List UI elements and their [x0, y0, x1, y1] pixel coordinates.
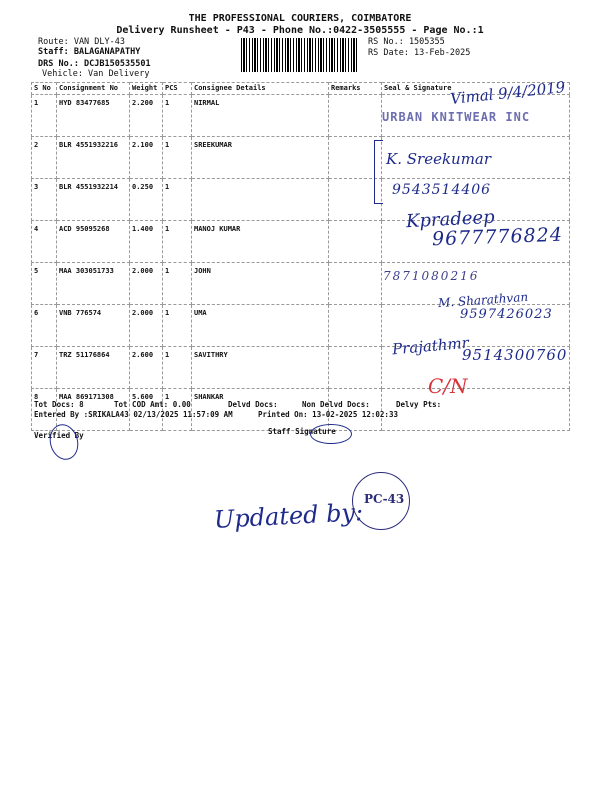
row7-signature: Prajathmr [391, 333, 470, 359]
staff-label: Staff: BALAGANAPATHY [38, 47, 141, 57]
cell-pcs: 1 [163, 389, 192, 431]
col-remarks: Remarks [329, 83, 382, 95]
cell-pcs: 1 [163, 347, 192, 389]
cell-pcs: 1 [163, 263, 192, 305]
cell-pcs: 1 [163, 95, 192, 137]
cell-consignee: SHANKAR [192, 389, 329, 431]
cell-consignment: VNB 776574 [57, 305, 130, 347]
signature-bracket [374, 140, 383, 204]
delivery-points: Delvy Pts: [396, 400, 442, 409]
cell-consignment: TRZ 51176864 [57, 347, 130, 389]
cell-consignee: JOHN [192, 263, 329, 305]
staff-signature: Staff Signature [268, 427, 336, 436]
col-weight: Weight [130, 83, 163, 95]
delivered-docs: Delvd Docs: [228, 400, 278, 409]
row6-phone: 9597426023 [460, 307, 553, 322]
cell-weight: 2.200 [130, 95, 163, 137]
col-pcs: PCS [163, 83, 192, 95]
cell-consignee: SAVITHRY [192, 347, 329, 389]
cell-sno: 6 [32, 305, 57, 347]
cell-consignee: SREEKUMAR [192, 137, 329, 179]
route-label: Route: VAN DLY-43 [38, 37, 125, 47]
verified-by: Verified By [34, 431, 84, 440]
cell-weight: 5.600 [130, 389, 163, 431]
cell-sno: 2 [32, 137, 57, 179]
cell-weight: 2.000 [130, 263, 163, 305]
entered-by: Entered By :SRIKALA43 02/13/2025 11:57:09 AM [34, 410, 233, 419]
col-signature: Seal & Signature [382, 83, 570, 95]
cell-signature [382, 389, 570, 431]
updated-by: Updated by: [213, 498, 364, 534]
barcode [241, 38, 359, 72]
row2-signature: K. Sreekumar [386, 150, 492, 168]
total-cod: Tot COD Amt: 0.00 [114, 400, 191, 409]
cell-remarks [329, 305, 382, 347]
cell-consignee: MANOJ KUMAR [192, 221, 329, 263]
row4-phone: 9677776824 [431, 223, 564, 251]
cell-consignee [192, 179, 329, 221]
row3-phone: 9543514406 [392, 182, 492, 198]
drs-number: DRS No.: DCJB150535501 [38, 59, 151, 69]
rs-date: RS Date: 13-Feb-2025 [368, 48, 471, 58]
row1-signature: Vimal 9/4/2019 [449, 78, 567, 108]
pc-stamp-text: PC-43 [364, 492, 405, 506]
staff-signature-mark [310, 424, 352, 444]
cell-sno: 5 [32, 263, 57, 305]
cell-sno: 4 [32, 221, 57, 263]
row4-signature: Kpradeep [405, 206, 496, 233]
cell-consignment: BLR 4551932214 [57, 179, 130, 221]
cell-sno: 1 [32, 95, 57, 137]
cell-remarks [329, 263, 382, 305]
printed-on: Printed On: 13-02-2025 12:02:33 [258, 410, 398, 419]
row8-mark: C/N [428, 374, 468, 398]
row5-phone: 7871080216 [383, 269, 480, 283]
company-title: THE PROFESSIONAL COURIERS, COIMBATORE [188, 13, 412, 24]
cell-pcs: 1 [163, 179, 192, 221]
col-sno: S No [32, 83, 57, 95]
cell-pcs: 1 [163, 305, 192, 347]
cell-pcs: 1 [163, 137, 192, 179]
total-docs: Tot Docs: 8 [34, 400, 84, 409]
cell-weight: 2.100 [130, 137, 163, 179]
row7-phone: 9514300760 [462, 346, 568, 364]
cell-consignment: BLR 4551932216 [57, 137, 130, 179]
cell-consignment: ACD 95095268 [57, 221, 130, 263]
cell-sno: 8 [32, 389, 57, 431]
cell-remarks [329, 221, 382, 263]
cell-weight: 2.600 [130, 347, 163, 389]
non-delivered-docs: Non Delvd Docs: [302, 400, 370, 409]
cell-remarks [329, 95, 382, 137]
cell-weight: 2.000 [130, 305, 163, 347]
cell-weight: 1.400 [130, 221, 163, 263]
cell-pcs: 1 [163, 221, 192, 263]
rs-number: RS No.: 1505355 [368, 37, 445, 47]
col-consignment: Consignment No [57, 83, 130, 95]
cell-consignee: UMA [192, 305, 329, 347]
cell-consignment: MAA 869171308 [57, 389, 130, 431]
cell-consignment: HYD 83477685 [57, 95, 130, 137]
cell-remarks [329, 347, 382, 389]
runsheet-subtitle: Delivery Runsheet - P43 - Phone No.:0422-3505555 - Page No.:1 [116, 25, 484, 36]
cell-consignment: MAA 303051733 [57, 263, 130, 305]
cell-sno: 3 [32, 179, 57, 221]
vehicle-label: Vehicle: Van Delivery [42, 69, 150, 79]
row6-signature: M. Sharathvan [437, 289, 529, 311]
runsheet-table [31, 82, 570, 431]
col-consignee: Consignee Details [192, 83, 329, 95]
cell-weight: 0.250 [130, 179, 163, 221]
row1-company-stamp: URBAN KNITWEAR INC [382, 110, 531, 124]
cell-consignee: NIRMAL [192, 95, 329, 137]
cell-sno: 7 [32, 347, 57, 389]
